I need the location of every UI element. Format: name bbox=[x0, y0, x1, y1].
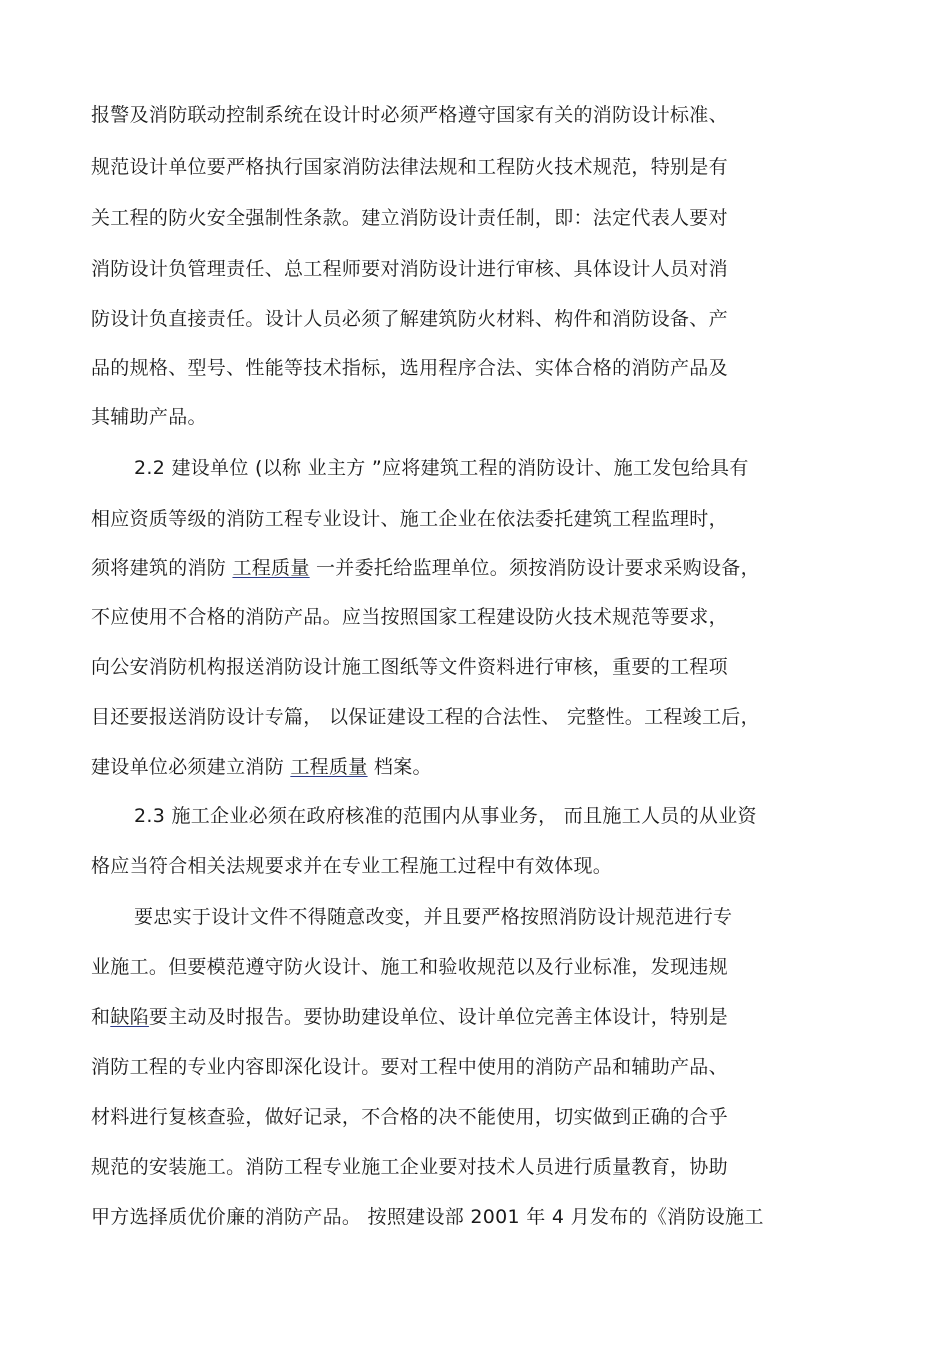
text-span: 和 bbox=[91, 1006, 111, 1028]
text-line: 甲方选择质优价廉的消防产品。 按照建设部 2001 年 4 月发布的《消防设施工 bbox=[91, 1206, 764, 1228]
text-line: 品的规格、型号、性能等技术指标，选用程序合法、实体合格的消防产品及 bbox=[91, 357, 728, 379]
quality-link[interactable]: 工程质量 bbox=[290, 756, 368, 778]
text-line bbox=[91, 755, 432, 779]
text-line: 不应使用不合格的消防产品。应当按照国家工程建设防火技术规范等要求， bbox=[91, 606, 728, 628]
text-line: 其辅助产品。 bbox=[91, 406, 207, 428]
text-span: 建设单位必须建立消防 bbox=[91, 756, 285, 778]
section-2-2-first-line: 2.2 建设单位 (以称 业主方 ”应将建筑工程的消防设计、施工发包给具有 bbox=[134, 457, 749, 479]
text-line bbox=[91, 556, 760, 580]
text-line bbox=[91, 1005, 728, 1029]
text-line: 业施工。但要模范遵守防火设计、施工和验收规范以及行业标准，发现违规 bbox=[91, 956, 728, 978]
text-line: 消防设计负管理责任、总工程师要对消防设计进行审核、具体设计人员对消 bbox=[91, 258, 728, 280]
text-span: 须将建筑的消防 bbox=[91, 557, 227, 579]
text-line: 向公安消防机构报送消防设计施工图纸等文件资料进行审核，重要的工程项 bbox=[91, 656, 728, 678]
text-span: 要主动及时报告。要协助建设单位、设计单位完善主体设计，特别是 bbox=[148, 1006, 728, 1028]
text-line: 材料进行复核查验，做好记录，不合格的决不能使用，切实做到正确的合乎 bbox=[91, 1106, 728, 1128]
text-line: 防设计负直接责任。设计人员必须了解建筑防火材料、构件和消防设备、产 bbox=[91, 308, 728, 330]
paragraph-first-line: 要忠实于设计文件不得随意改变，并且要严格按照消防设计规范进行专 bbox=[134, 906, 733, 928]
text-line: 规范设计单位要严格执行国家消防法律法规和工程防火技术规范，特别是有 bbox=[91, 156, 728, 178]
text-line: 相应资质等级的消防工程专业设计、施工企业在依法委托建筑工程监理时， bbox=[91, 508, 728, 530]
quality-link[interactable]: 工程质量 bbox=[232, 557, 310, 579]
section-2-3-first-line: 2.3 施工企业必须在政府核准的范围内从事业务， 而且施工人员的从业资 bbox=[134, 805, 757, 827]
text-span: 档案。 bbox=[373, 756, 432, 778]
defect-link[interactable]: 缺陷 bbox=[110, 1006, 149, 1028]
text-line: 目还要报送消防设计专篇， 以保证建设工程的合法性、 完整性。工程竣工后， bbox=[91, 706, 760, 728]
text-line: 格应当符合相关法规要求并在专业工程施工过程中有效体现。 bbox=[91, 855, 613, 877]
text-span: 一并委托给监理单位。须按消防设计要求采购设备， bbox=[316, 557, 760, 579]
text-line: 消防工程的专业内容即深化设计。要对工程中使用的消防产品和辅助产品、 bbox=[91, 1056, 728, 1078]
text-line: 报警及消防联动控制系统在设计时必须严格遵守国家有关的消防设计标准、 bbox=[91, 104, 728, 126]
text-line: 规范的安装施工。消防工程专业施工企业要对技术人员进行质量教育，协助 bbox=[91, 1156, 728, 1178]
text-line: 关工程的防火安全强制性条款。建立消防设计责任制，即：法定代表人要对 bbox=[91, 207, 728, 229]
